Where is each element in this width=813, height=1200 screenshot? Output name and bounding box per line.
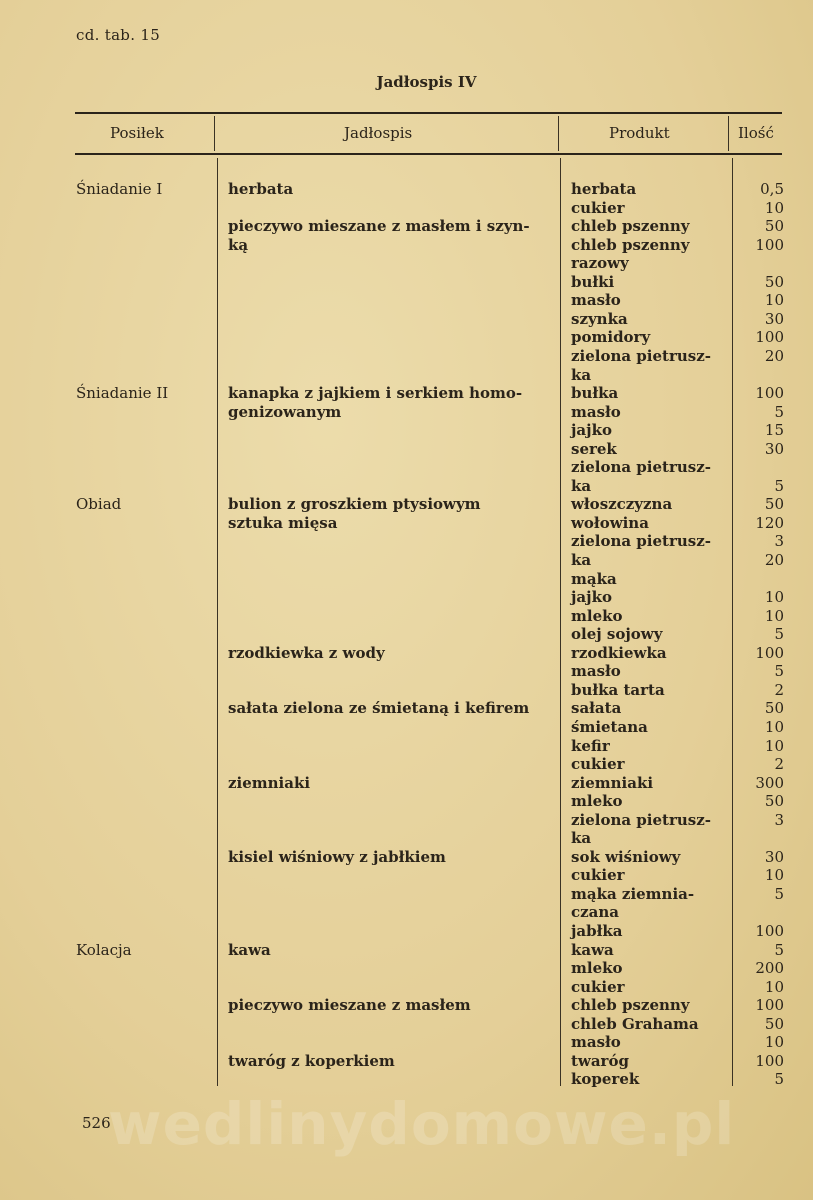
cell-qty: 5 (774, 662, 784, 681)
page-number: 526 (82, 1114, 111, 1132)
cell-qty: 30 (764, 309, 784, 328)
cell-product: kawa (571, 940, 614, 959)
cell-qty: 10 (764, 291, 784, 310)
cell-qty: 5 (774, 884, 784, 903)
cell-menu: herbata (228, 180, 294, 198)
cell-product: cukier (571, 866, 625, 885)
cell-product: serek (571, 439, 617, 458)
cell-menu: sałata zielona ze śmietaną i kefirem (228, 699, 530, 718)
cell-product: sok wiśniowy (571, 847, 681, 866)
cell-meal: Obiad (76, 495, 122, 514)
cell-product: chleb Grahama (571, 1014, 699, 1033)
cell-meal: Kolacja (76, 940, 132, 959)
cell-product: szynka (571, 309, 628, 328)
cell-qty: 10 (764, 1033, 784, 1052)
cell-qty: 30 (764, 847, 784, 866)
cell-qty: 0,5 (760, 180, 784, 198)
table-top-rule (75, 112, 782, 114)
header-divider-3 (728, 116, 729, 151)
cell-product: ka (571, 365, 592, 384)
cell-product: pomidory (571, 328, 651, 347)
cell-qty: 5 (774, 402, 784, 421)
cell-product: chleb pszenny (571, 235, 690, 254)
header-meal: Posiłek (110, 124, 164, 142)
cell-qty: 100 (755, 643, 784, 662)
cell-qty: 120 (755, 513, 784, 532)
cell-product: cukier (571, 977, 625, 996)
cell-qty: 2 (774, 680, 784, 699)
cell-qty: 100 (755, 1051, 784, 1070)
cell-qty: 2 (774, 755, 784, 774)
cell-product: masło (571, 662, 621, 681)
cell-qty: 30 (764, 439, 784, 458)
cell-qty: 5 (774, 1070, 784, 1089)
cell-product: herbata (571, 180, 637, 198)
cell-product: twaróg (571, 1051, 629, 1070)
cell-qty: 100 (755, 384, 784, 403)
cell-qty: 10 (764, 977, 784, 996)
cell-menu: kisiel wiśniowy z jabłkiem (228, 847, 446, 866)
cell-qty: 50 (764, 699, 784, 718)
cell-product: ka (571, 551, 592, 569)
cell-qty: 10 (764, 736, 784, 755)
cell-product: chleb pszenny (571, 996, 690, 1015)
header-quantity: Ilość (738, 124, 774, 142)
cell-qty: 50 (764, 272, 784, 291)
cell-qty: 3 (774, 810, 784, 829)
cell-qty: 15 (764, 421, 784, 440)
cell-product: cukier (571, 198, 625, 217)
table-title: Jadłospis IV (376, 73, 477, 91)
cell-qty: 50 (764, 792, 784, 811)
body-divider-1 (217, 158, 218, 1086)
cell-product: rzodkiewka (571, 643, 667, 662)
cell-qty: 300 (755, 773, 784, 792)
cell-menu: ziemniaki (228, 773, 311, 792)
cell-product: czana (571, 903, 619, 922)
cell-product: razowy (571, 254, 629, 273)
cell-product: wołowina (571, 513, 649, 532)
watermark: wedlinydomowe.pl (108, 1090, 736, 1158)
cell-qty: 100 (755, 922, 784, 940)
body-divider-2 (560, 158, 561, 1086)
cell-product: cukier (571, 755, 625, 774)
cell-qty: 5 (774, 625, 784, 644)
cell-product: ziemniaki (571, 773, 654, 792)
cell-qty: 10 (764, 198, 784, 217)
cell-qty: 50 (764, 217, 784, 236)
cell-meal: Śniadanie I (76, 180, 163, 198)
cell-qty: 20 (764, 346, 784, 365)
header-menu: Jadłospis (344, 124, 413, 142)
cell-qty: 10 (764, 866, 784, 885)
cell-menu: twaróg z koperkiem (228, 1051, 395, 1070)
header-divider-2 (558, 116, 559, 151)
cell-menu: kanapka z jajkiem i serkiem homo- (228, 384, 523, 403)
continuation-label: cd. tab. 15 (76, 26, 161, 44)
cell-product: ka (571, 476, 592, 495)
cell-product: mąka ziemnia- (571, 884, 695, 903)
cell-product: jajko (571, 421, 612, 440)
cell-product: olej sojowy (571, 625, 663, 644)
cell-product: mleko (571, 606, 623, 625)
header-divider-1 (214, 116, 215, 151)
cell-product: jajko (571, 588, 612, 607)
cell-qty: 10 (764, 588, 784, 607)
cell-product: sałata (571, 699, 622, 718)
cell-product: śmietana (571, 717, 648, 736)
cell-product: chleb pszenny (571, 217, 690, 236)
cell-product: zielona pietrusz- (571, 458, 711, 477)
cell-qty: 3 (774, 532, 784, 551)
cell-menu: pieczywo mieszane z masłem (228, 996, 471, 1015)
cell-product: mleko (571, 959, 623, 978)
cell-product: masło (571, 1033, 621, 1052)
cell-product: mleko (571, 792, 623, 811)
cell-menu: sztuka mięsa (228, 513, 338, 532)
cell-menu: ką (228, 235, 249, 254)
cell-product: masło (571, 291, 621, 310)
cell-qty: 5 (774, 940, 784, 959)
cell-product: zielona pietrusz- (571, 810, 711, 829)
cell-qty: 5 (774, 476, 784, 495)
cell-qty: 10 (764, 606, 784, 625)
cell-product: włoszczyzna (571, 495, 673, 514)
cell-menu: bulion z groszkiem ptysiowym (228, 495, 481, 514)
cell-product: mąka (571, 569, 617, 588)
cell-qty: 50 (764, 495, 784, 514)
cell-menu: pieczywo mieszane z masłem i szyn- (228, 217, 530, 236)
cell-qty: 10 (764, 717, 784, 736)
cell-product: bułka tarta (571, 680, 665, 699)
cell-product: zielona pietrusz- (571, 346, 711, 365)
cell-qty: 20 (764, 551, 784, 569)
cell-qty: 100 (755, 328, 784, 347)
cell-product: jabłka (571, 922, 623, 940)
cell-product: bułki (571, 272, 615, 291)
cell-qty: 50 (764, 1014, 784, 1033)
cell-qty: 100 (755, 235, 784, 254)
cell-qty: 100 (755, 996, 784, 1015)
cell-product: zielona pietrusz- (571, 532, 711, 551)
cell-menu: kawa (228, 940, 271, 959)
header-product: Produkt (609, 124, 670, 142)
cell-qty: 200 (755, 959, 784, 978)
cell-product: ka (571, 829, 592, 848)
cell-product: kefir (571, 736, 610, 755)
cell-meal: Śniadanie II (76, 384, 169, 403)
cell-product: masło (571, 402, 621, 421)
header-bottom-rule (75, 153, 782, 155)
cell-menu: rzodkiewka z wody (228, 643, 385, 662)
cell-product: koperek (571, 1070, 640, 1089)
cell-product: bułka (571, 384, 619, 403)
cell-menu: genizowanym (228, 402, 342, 421)
